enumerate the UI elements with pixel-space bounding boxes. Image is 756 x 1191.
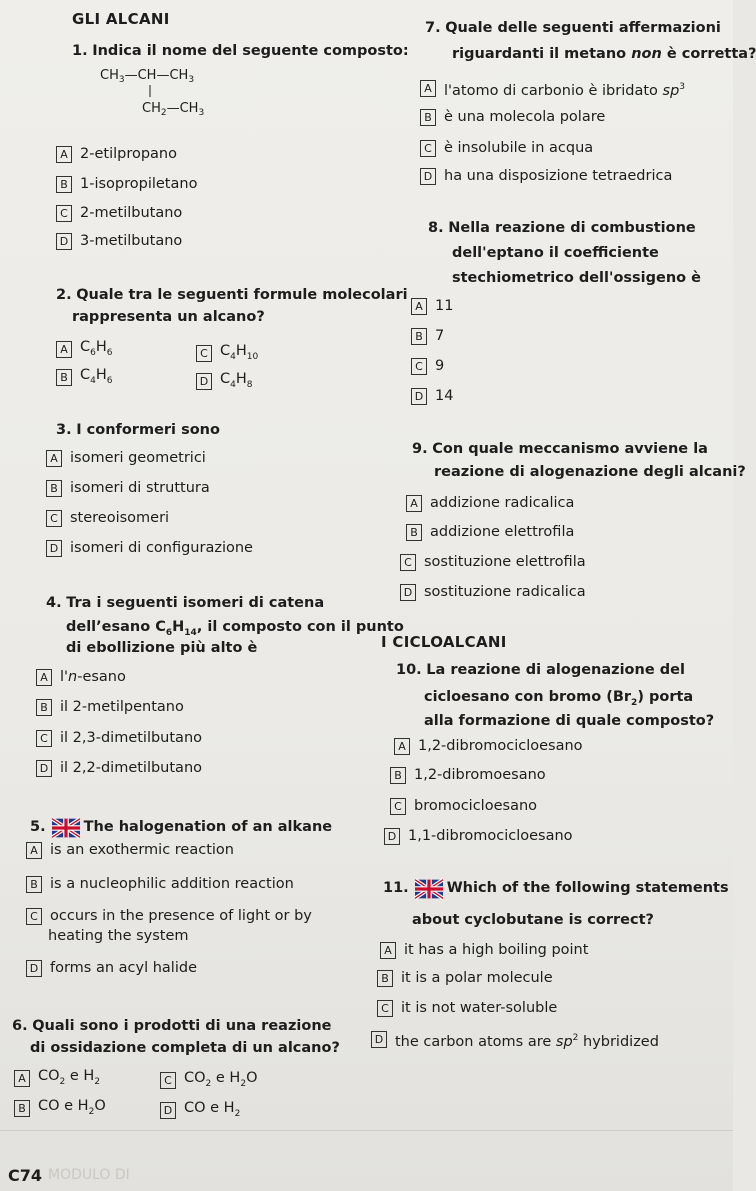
option-letter-box: C	[56, 205, 72, 222]
question-text: I conformeri sono	[76, 422, 220, 438]
q1-option-a[interactable]	[56, 144, 177, 164]
question-5	[30, 817, 332, 838]
option-letter-box: D	[371, 1031, 387, 1048]
option-letter-box: D	[400, 584, 416, 601]
option-formatted-text: the carbon atoms are $sp^2$ hybridized	[395, 1033, 659, 1050]
option-text: 1,2-dibromocicloesano	[418, 738, 583, 754]
q5-option-c[interactable]	[26, 906, 312, 926]
q3-option-a[interactable]	[46, 448, 206, 468]
option-text: l'n-esano	[60, 669, 126, 685]
option-text: bromocicloesano	[414, 798, 538, 814]
question-number: 5.	[30, 819, 46, 835]
option-letter-box: C	[390, 798, 406, 815]
q9-option-a[interactable]	[406, 493, 574, 513]
option-text: sostituzione radicalica	[424, 584, 586, 600]
option-letter-box: D	[411, 388, 427, 405]
page-number: C74	[8, 1166, 43, 1185]
option-letter-box: B	[377, 970, 393, 987]
question-7	[425, 18, 721, 39]
question-number: 7.	[425, 20, 441, 36]
q11-option-a[interactable]	[380, 940, 588, 960]
question-number: 6.	[12, 1018, 28, 1034]
option-text: it is not water-soluble	[401, 1000, 558, 1016]
q6-option-c[interactable]	[160, 1068, 257, 1094]
question-text: Con quale meccanismo avviene la	[432, 441, 708, 457]
option-letter-box: C	[196, 345, 212, 362]
option-letter-box: D	[26, 960, 42, 977]
q6-option-a[interactable]	[14, 1066, 100, 1092]
question-8-line-2: dell'eptano il coefficiente	[452, 245, 659, 261]
question-number: 8.	[428, 220, 444, 236]
option-formula: CO e $H_2$	[184, 1100, 241, 1119]
q3-option-d[interactable]	[46, 538, 253, 558]
q7-option-a[interactable]	[420, 77, 685, 101]
question-8	[428, 218, 696, 239]
option-text: heating the system	[48, 928, 189, 944]
option-text: it has a high boiling point	[404, 942, 589, 958]
q11-option-c[interactable]	[377, 998, 557, 1018]
option-letter-box: B	[26, 876, 42, 893]
option-letter-box: C	[26, 908, 42, 925]
question-text: Quali sono i prodotti di una reazione	[32, 1018, 332, 1034]
q8-option-d[interactable]	[411, 386, 453, 406]
option-letter-box: B	[406, 524, 422, 541]
option-letter-box: B	[56, 369, 72, 386]
question-1	[72, 41, 409, 62]
q6-option-d[interactable]	[160, 1098, 240, 1124]
question-text: Quale tra le seguenti formule molecolari	[76, 287, 408, 303]
option-formula: $C_4H_{10}$	[220, 343, 259, 362]
question-number: 10.	[396, 662, 422, 678]
q4-option-b[interactable]	[36, 697, 184, 717]
structural-formula	[98, 63, 238, 129]
svg-text:CH3—CH—CH3: $CH_3—CH—CH_3$	[100, 68, 195, 85]
option-text: il 2-metilpentano	[60, 699, 184, 715]
question-number: 1.	[72, 43, 88, 59]
q9-option-c[interactable]	[400, 552, 586, 572]
question-9-line-2: reazione di alogenazione degli alcani?	[434, 464, 746, 480]
question-number: 3.	[56, 422, 72, 438]
question-8-line-3: stechiometrico dell'ossigeno è	[452, 270, 702, 286]
question-4-line-2: dell’esano $C_6H_{14}$, il composto con il punto	[66, 619, 404, 638]
q10-option-c[interactable]	[390, 796, 537, 816]
question-3	[56, 420, 220, 441]
q1-option-c[interactable]	[56, 203, 182, 223]
option-text: l'atomo di carbonio è ibridato $sp^3$	[444, 82, 686, 99]
option-text: is a nucleophilic addition reaction	[50, 876, 294, 892]
q2-option-b[interactable]	[56, 365, 113, 391]
option-letter-box: A	[411, 298, 427, 315]
question-text: Quale delle seguenti affermazioni	[445, 20, 721, 36]
footer-divider	[0, 1130, 733, 1131]
q4-option-c[interactable]	[36, 728, 202, 748]
option-letter-box: C	[420, 140, 436, 157]
q9-option-b[interactable]	[406, 522, 574, 542]
q7-option-b[interactable]	[420, 107, 605, 127]
option-letter-box: D	[420, 168, 436, 185]
structural-formula-drawing	[98, 63, 238, 125]
option-formula: $CO_2$ e $H_2O$	[184, 1070, 258, 1089]
option-text: 2-metilbutano	[80, 205, 183, 221]
option-text: 11	[435, 298, 454, 314]
question-text: Which of the following statements	[446, 880, 729, 896]
question-9	[412, 439, 708, 460]
option-text: addizione elettrofila	[430, 524, 575, 540]
option-formula: $C_4H_8$	[220, 371, 253, 390]
option-formula: $C_4H_6$	[80, 367, 113, 386]
option-letter-box: B	[14, 1100, 30, 1117]
q8-option-c[interactable]	[411, 356, 444, 376]
question-text: Nella reazione di combustione	[448, 220, 696, 236]
q5-option-a[interactable]	[26, 840, 234, 860]
question-10-line-3: alla formazione di quale composto?	[424, 713, 715, 729]
q1-option-d[interactable]	[56, 231, 182, 251]
q3-option-c[interactable]	[46, 508, 169, 528]
q5-option-d[interactable]	[26, 958, 197, 978]
q3-option-b[interactable]	[46, 478, 210, 498]
question-number: 2.	[56, 287, 72, 303]
question-4-line-3: di ebollizione più alto è	[66, 640, 258, 656]
q9-option-d[interactable]	[400, 582, 586, 602]
q2-option-a[interactable]	[56, 337, 113, 363]
option-letter-box: A	[36, 669, 52, 686]
option-text: il 2,3-dimetilbutano	[60, 730, 203, 746]
option-letter-box: A	[26, 842, 42, 859]
question-2	[56, 285, 408, 306]
question-text: La reazione di alogenazione del	[426, 662, 685, 678]
question-text: Tra i seguenti isomeri di catena	[66, 595, 325, 611]
option-letter-box: A	[380, 942, 396, 959]
q4-option-a[interactable]	[36, 667, 126, 687]
question-2-line-2: rappresenta un alcano?	[72, 309, 265, 325]
question-text: The halogenation of an alkane	[83, 819, 333, 835]
question-11	[383, 878, 729, 899]
question-number: 4.	[46, 595, 62, 611]
q7-option-c[interactable]	[420, 138, 593, 158]
option-text: il 2,2-dimetilbutano	[60, 760, 203, 776]
q11-option-b[interactable]	[377, 968, 553, 988]
option-text: 9	[435, 358, 445, 374]
option-letter-box: C	[377, 1000, 393, 1017]
option-letter-box: D	[160, 1102, 176, 1119]
svg-text:CH2—CH3: $CH_2—CH_3$	[142, 101, 205, 118]
question-4	[46, 593, 324, 614]
option-text: isomeri geometrici	[70, 450, 206, 466]
q8-option-a[interactable]	[411, 296, 453, 316]
q7-option-d[interactable]	[420, 166, 672, 186]
faded-footer-text: MODULO DI	[48, 1167, 130, 1183]
option-text: 1-isopropiletano	[80, 176, 198, 192]
option-letter-box: A	[420, 80, 436, 97]
option-text: it is a polar molecule	[401, 970, 553, 986]
option-text: sostituzione elettrofila	[424, 554, 586, 570]
option-letter-box: C	[160, 1072, 176, 1089]
option-letter-box: D	[196, 373, 212, 390]
option-text: 14	[435, 388, 454, 404]
option-letter-box: C	[400, 554, 416, 571]
option-letter-box: A	[394, 738, 410, 755]
q2-option-d[interactable]	[196, 369, 253, 395]
option-letter-box: A	[46, 450, 62, 467]
q8-option-b[interactable]	[411, 326, 444, 346]
option-letter-box: B	[420, 109, 436, 126]
question-6	[12, 1016, 331, 1037]
q10-option-b[interactable]	[390, 765, 546, 785]
question-number: 11.	[383, 880, 409, 896]
option-text: isomeri di configurazione	[70, 540, 253, 556]
uk-flag-icon	[52, 818, 80, 838]
q6-option-b[interactable]	[14, 1096, 106, 1122]
question-text: Indica il nome del seguente composto:	[92, 43, 409, 59]
option-text: 3-metilbutano	[80, 233, 183, 249]
q11-option-d[interactable]	[371, 1028, 659, 1052]
option-letter-box: A	[14, 1070, 30, 1087]
option-formula: $CO_2$ e $H_2$	[38, 1068, 101, 1087]
question-6-line-2: di ossidazione completa di un alcano?	[30, 1040, 340, 1056]
option-letter-box: C	[411, 358, 427, 375]
option-text: è insolubile in acqua	[444, 140, 594, 156]
option-letter-box: D	[46, 540, 62, 557]
option-letter-box: C	[46, 510, 62, 527]
option-letter-box: D	[384, 828, 400, 845]
section-title-cycloalkanes: I CICLOALCANI	[381, 633, 507, 651]
section-title-alkanes: GLI ALCANI	[72, 10, 170, 28]
option-text: occurs in the presence of light or by	[50, 908, 312, 924]
q2-option-c[interactable]	[196, 341, 258, 367]
option-text: 1,1-dibromocicloesano	[408, 828, 573, 844]
option-text: stereoisomeri	[70, 510, 170, 526]
q10-option-a[interactable]	[394, 736, 583, 756]
option-letter-box: B	[411, 328, 427, 345]
option-formula: CO e $H_2O$	[38, 1098, 106, 1117]
option-text: 2-etilpropano	[80, 146, 177, 162]
option-text: è una molecola polare	[444, 109, 606, 125]
option-text: 1,2-dibromoesano	[414, 767, 546, 783]
option-letter-box: B	[56, 176, 72, 193]
option-letter-box: B	[46, 480, 62, 497]
question-10-line-2: cicloesano con bromo $(Br_2)$ porta	[424, 689, 694, 708]
q1-option-b[interactable]	[56, 174, 197, 194]
option-letter-box: A	[56, 146, 72, 163]
option-text: isomeri di struttura	[70, 480, 210, 496]
option-letter-box: A	[56, 341, 72, 358]
option-letter-box: B	[36, 699, 52, 716]
q5-option-b[interactable]	[26, 874, 294, 894]
q5-option-c-continued	[48, 926, 189, 946]
option-formula: $C_6H_6$	[80, 339, 113, 358]
option-letter-box: D	[56, 233, 72, 250]
uk-flag-icon	[415, 879, 443, 899]
option-text: addizione radicalica	[430, 495, 575, 511]
question-7-line-2: riguardanti il metano non è corretta?	[452, 46, 756, 62]
question-number: 9.	[412, 441, 428, 457]
option-text: 7	[435, 328, 445, 344]
option-letter-box: B	[390, 767, 406, 784]
q10-option-d[interactable]	[384, 826, 573, 846]
option-letter-box: C	[36, 730, 52, 747]
option-text: is an exothermic reaction	[50, 842, 234, 858]
option-text: forms an acyl halide	[50, 960, 197, 976]
option-letter-box: D	[36, 760, 52, 777]
question-11-line-2: about cyclobutane is correct?	[412, 912, 654, 928]
q4-option-d[interactable]	[36, 758, 202, 778]
option-text: ha una disposizione tetraedrica	[444, 168, 673, 184]
option-letter-box: A	[406, 495, 422, 512]
question-10	[396, 660, 685, 681]
